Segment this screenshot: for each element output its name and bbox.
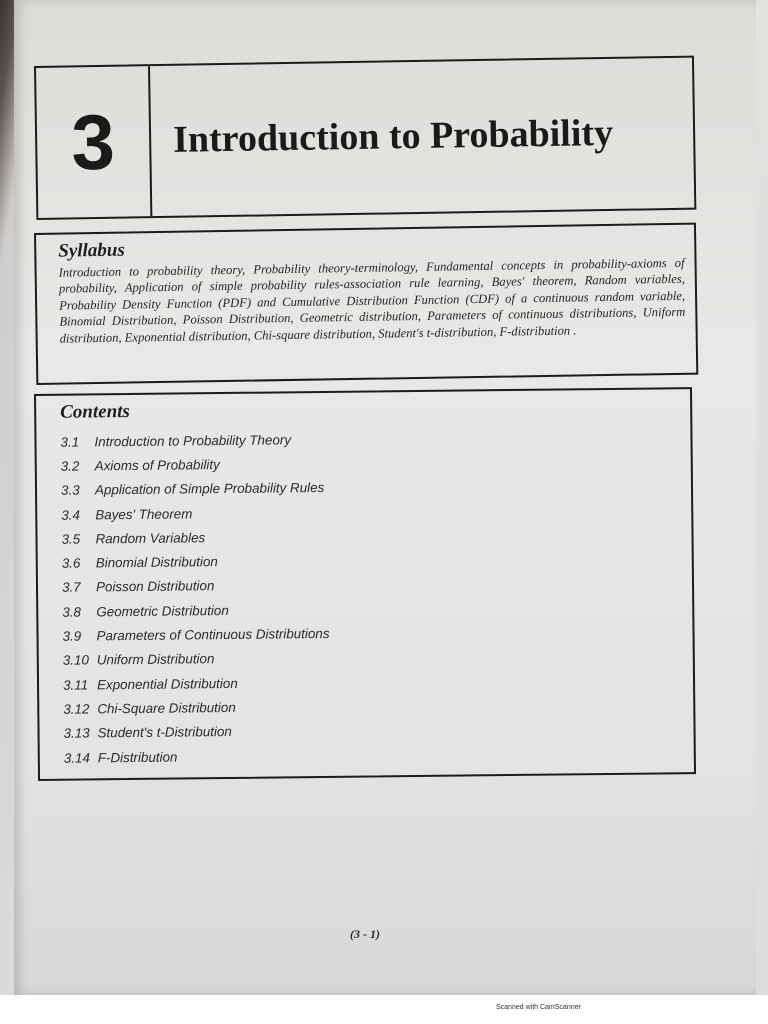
contents-item [64,739,684,770]
contents-item-number: 3.14 [63,749,90,766]
contents-item-number: 3.13 [63,725,90,741]
contents-item-title: Application of Simple Probability Rules [94,480,325,498]
contents-heading: Contents [60,400,131,423]
chapter-title: Introduction to Probability [172,111,614,161]
contents-item-title: Geometric Distribution [96,602,229,620]
contents-item-title: Bayes' Theorem [95,505,193,522]
contents-box [34,387,696,781]
contents-item-title: Poisson Distribution [95,578,215,595]
contents-item-number: 3.9 [62,628,82,644]
contents-item-title: Exponential Distribution [96,675,238,692]
contents-item-title: Binomial Distribution [95,554,218,571]
contents-item-number: 3.2 [60,458,80,474]
contents-item-number: 3.1 [60,434,80,450]
contents-list [60,423,684,770]
scanner-footer: Scanned with CamScanner [496,1004,581,1011]
page-number: (3 - 1) [350,927,380,941]
contents-item-title: Uniform Distribution [96,651,215,668]
contents-item-title: Parameters of Continuous Distributions [96,625,330,644]
contents-item-title: Introduction to Probability Theory [94,431,292,450]
contents-item-title: F-Distribution [97,749,178,765]
contents-item-number: 3.3 [60,482,80,498]
contents-item-title: Chi-Square Distribution [97,699,236,717]
contents-item-title: Student's t-Distribution [97,724,232,741]
contents-item-number: 3.4 [61,507,80,523]
syllabus-box [34,223,698,385]
chapter-header [34,56,696,220]
contents-item-number: 3.11 [62,677,89,693]
contents-item-number: 3.8 [62,604,81,620]
contents-item-title: Axioms of Probability [94,456,220,474]
contents-item-number: 3.10 [62,652,89,669]
contents-item-title: Random Variables [95,530,206,547]
contents-item-number: 3.6 [61,555,81,571]
contents-item-number: 3.12 [63,701,90,717]
syllabus-heading: Syllabus [58,239,125,262]
chapter-number: 3 [36,66,152,218]
contents-item-number: 3.5 [61,531,81,547]
syllabus-text: Introduction to probability theory, Probability theory-terminology, Fundamental concepts in probability-axioms of probability, Application of simple probability rules-association rule learning, Bayes' theorem, Random variables, Probability Density Function (PDF) and Cumulative Distribution Function (CDF) of a continuous random variable, Binomial Distribution, Poisson Distribution, Geometric distribution, Parameters of continuous distributions, Uniform distribution, Exponential distribution, Chi-square distribution, Student's t-distribution, F-distribution . [58,255,686,346]
contents-item-number: 3.7 [61,579,81,596]
